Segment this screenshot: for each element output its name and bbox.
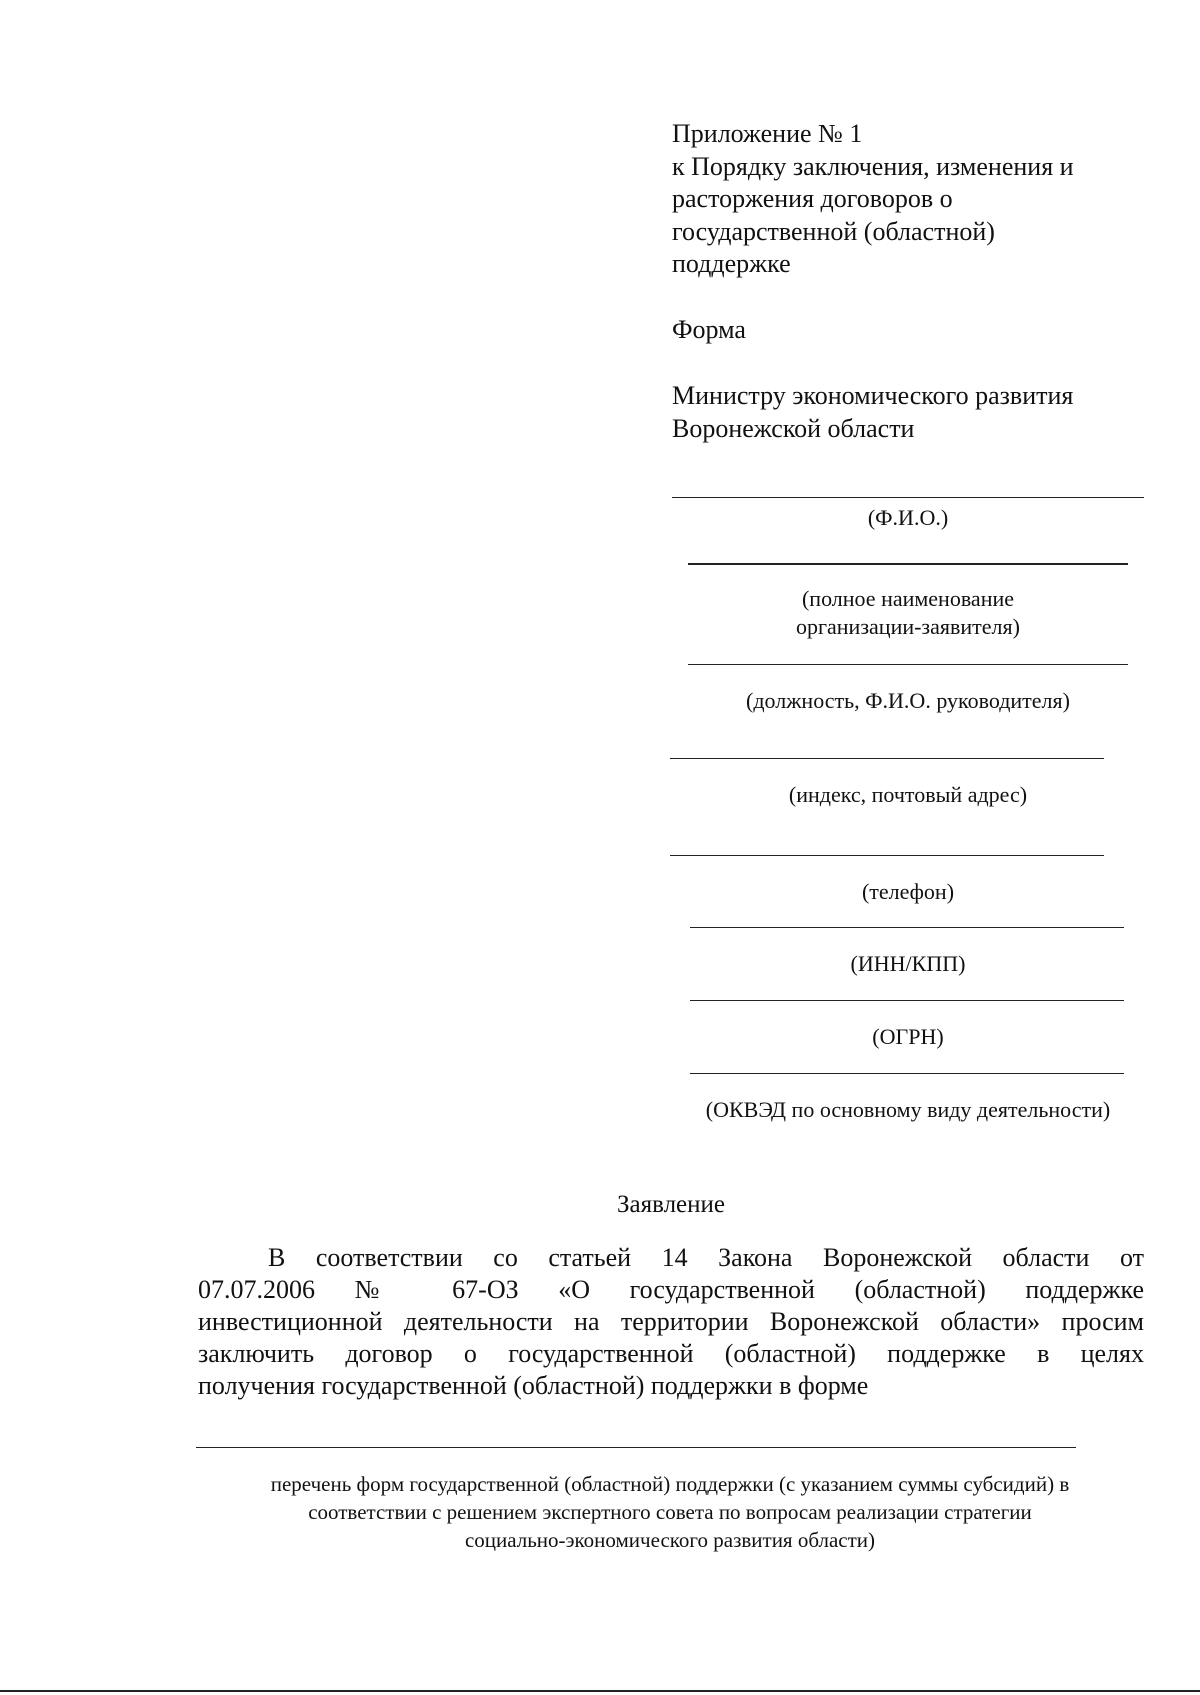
support-forms-caption-line-1: перечень форм государственной (областной) поддержки (с указанием суммы субсидий) в [270, 1472, 1070, 1496]
addressee-line-1: Министру экономического развития [672, 381, 1074, 410]
statement-line-2: 07.07.2006 № 67-ОЗ «О государственной (областной) поддержке [198, 1275, 1144, 1304]
okved-caption: (ОКВЭД по основному виду деятельности) [705, 1097, 1111, 1122]
organization-name-caption [672, 585, 1144, 641]
statement-title: Заявление [616, 1191, 726, 1218]
director-field-line[interactable] [688, 664, 1128, 665]
okved-field-line[interactable] [690, 1073, 1124, 1074]
statement-line-4: заключить договор о государственной (областной) поддержке в целях [198, 1339, 1144, 1368]
support-forms-field-line[interactable] [196, 1447, 1076, 1448]
fio-field-line[interactable] [672, 497, 1144, 498]
statement-body [198, 1242, 1144, 1402]
appendix-reference-line-3: государственной (областной) [672, 216, 995, 246]
statement-line-5: получения государственной (областной) поддержки в форме [198, 1371, 869, 1400]
postal-address-caption: (индекс, почтовый адрес) [788, 782, 1028, 807]
appendix-header [672, 118, 1152, 281]
phone-field-line[interactable] [670, 855, 1104, 856]
inn-kpp-field-line[interactable] [690, 927, 1124, 928]
appendix-reference-line-2: расторжения договоров о [672, 184, 953, 213]
addressee-line-2: Воронежской области [672, 413, 915, 443]
organization-name-caption-line-2: организации-заявителя) [796, 614, 1020, 639]
statement-line-3: инвестиционной деятельности на территории Воронежской области» просим [198, 1307, 1144, 1336]
page-bottom-edge [0, 1690, 1200, 1692]
appendix-reference-line-1: к Порядку заключения, изменения и [672, 151, 1074, 181]
appendix-reference-line-4: поддержке [672, 249, 791, 278]
inn-kpp-caption: (ИНН/КПП) [850, 951, 966, 976]
addressee [672, 380, 1152, 445]
organization-name-field-line[interactable] [688, 563, 1128, 565]
support-forms-caption-line-3: социально-экономического развития области) [464, 1528, 876, 1552]
support-forms-caption-line-2: соответствии с решением экспертного совета по вопросам реализации стратегии [308, 1500, 1032, 1524]
support-forms-caption [190, 1470, 1150, 1554]
phone-caption: (телефон) [861, 879, 955, 904]
postal-address-field-line[interactable] [670, 758, 1104, 759]
director-caption: (должность, Ф.И.О. руководителя) [746, 688, 1070, 713]
fio-caption: (Ф.И.О.) [867, 505, 949, 530]
form-label: Форма [672, 315, 746, 344]
ogrn-field-line[interactable] [690, 1000, 1124, 1001]
statement-line-1: В соответствии со статьей 14 Закона Воронежской области от [268, 1243, 1144, 1272]
ogrn-caption: (ОГРН) [872, 1024, 944, 1049]
organization-name-caption-line-1: (полное наименование [801, 586, 1015, 611]
appendix-number: Приложение № 1 [672, 119, 863, 148]
